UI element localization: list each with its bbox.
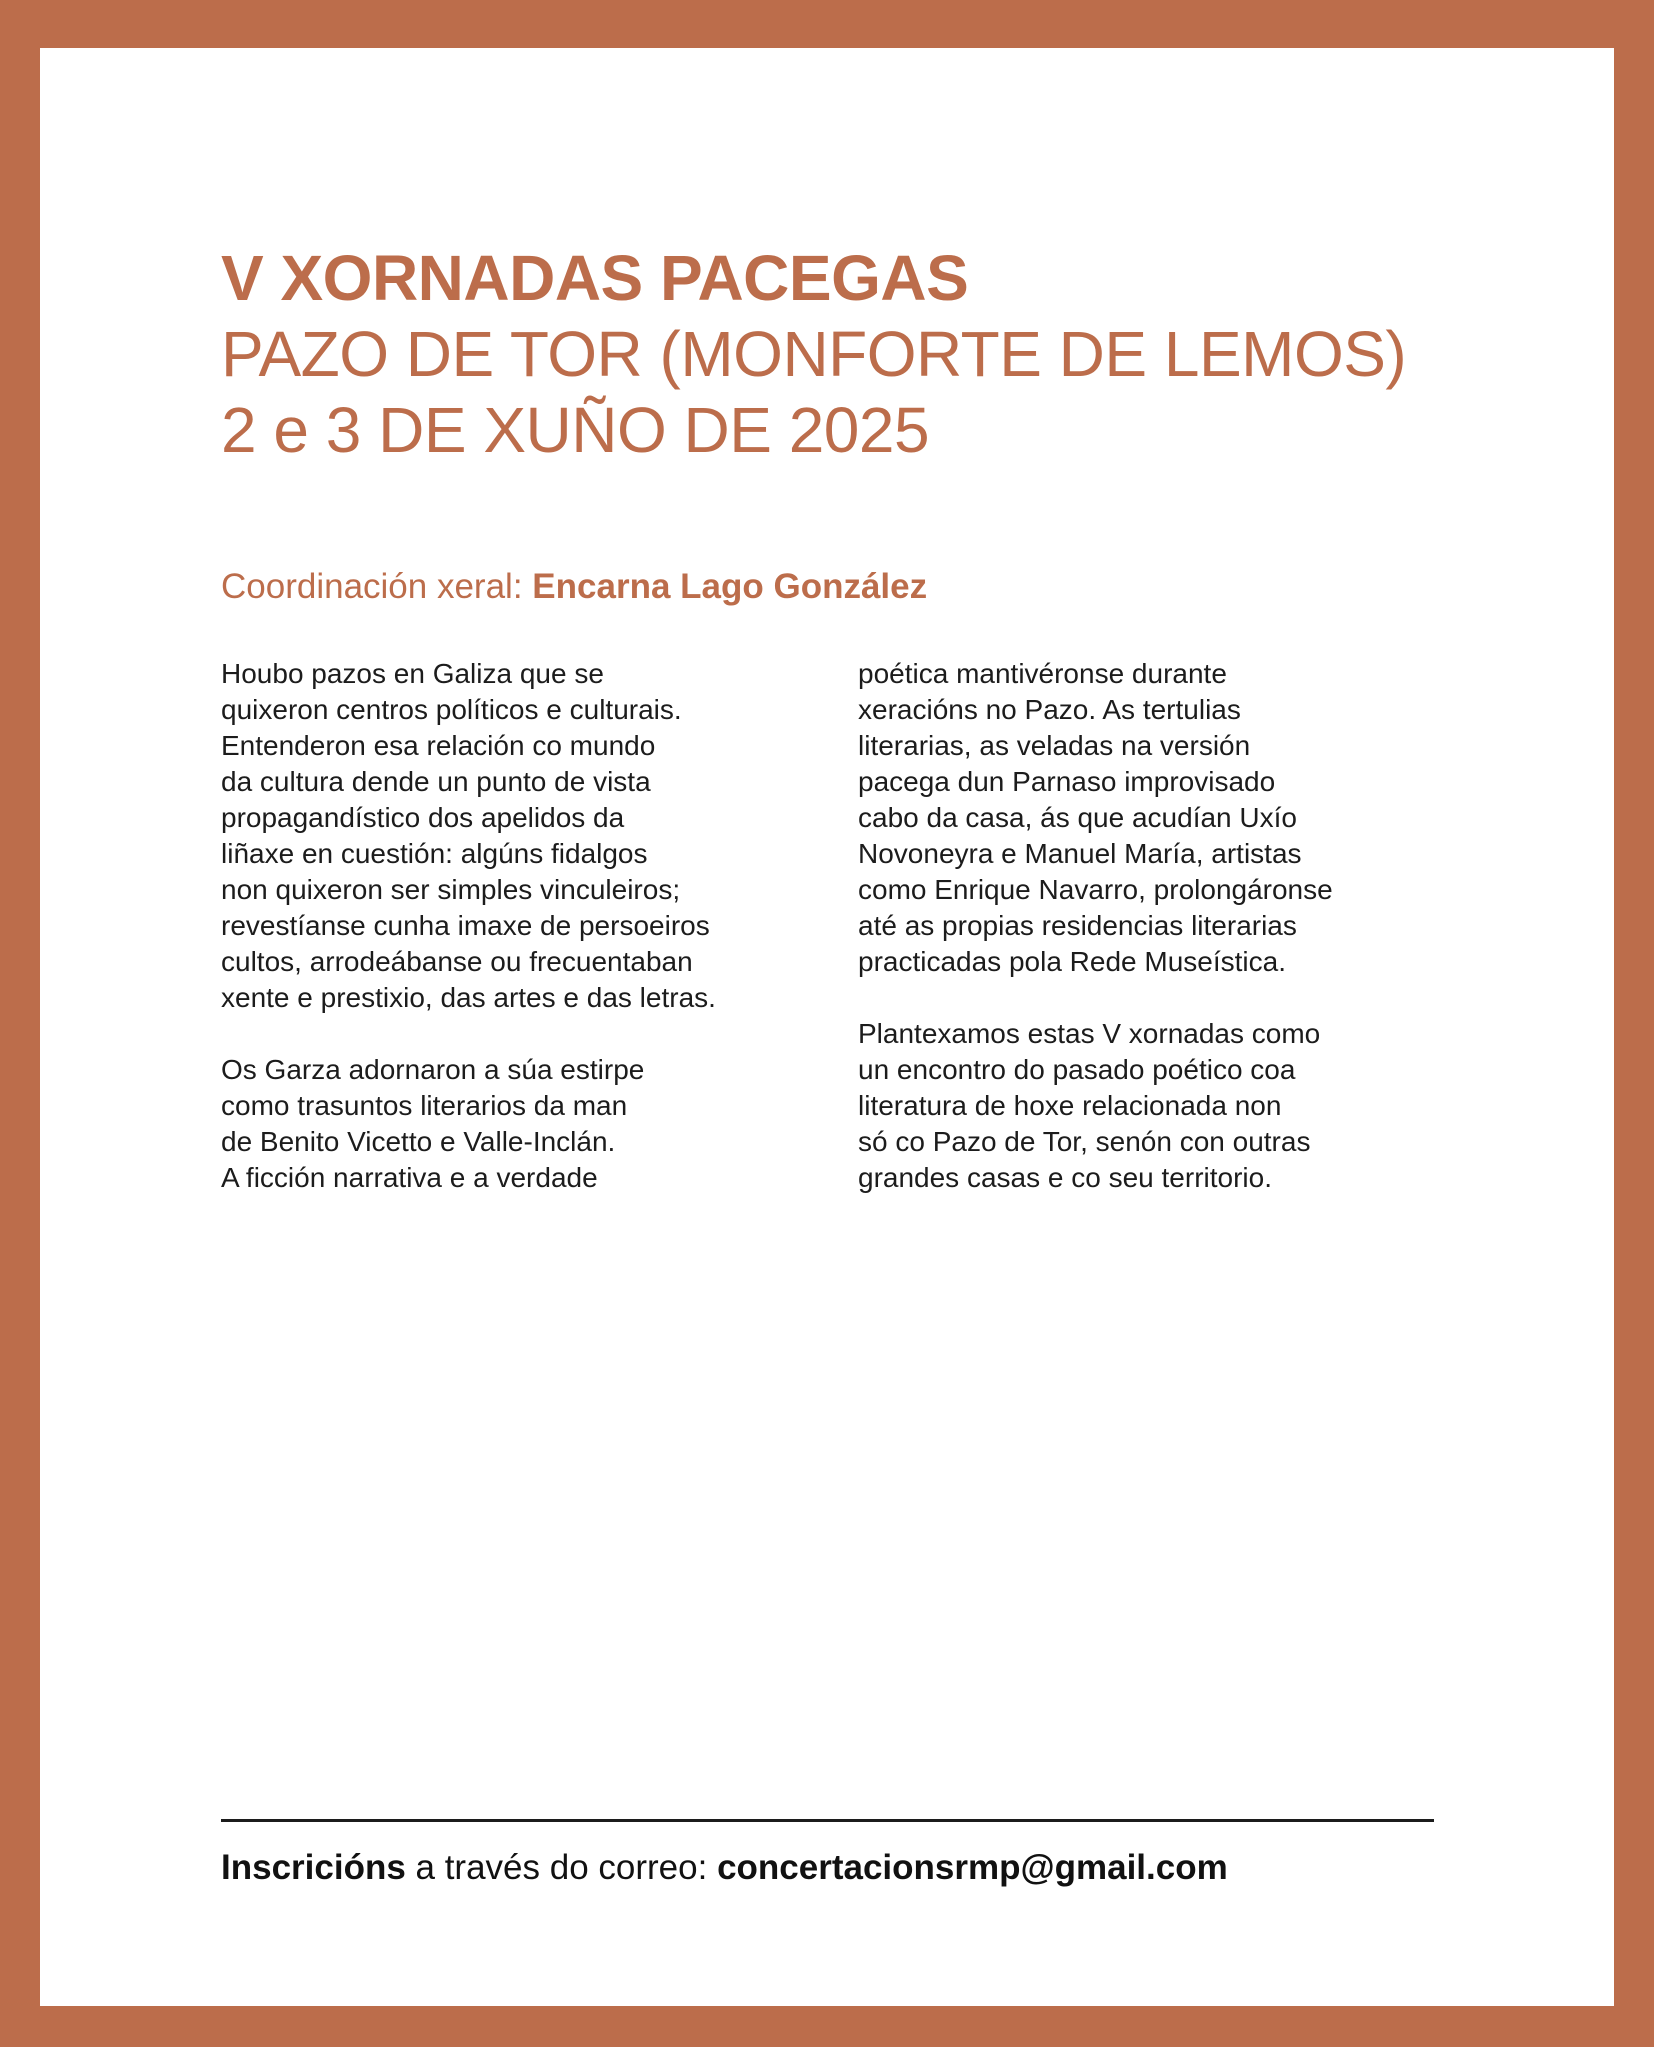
text-line: un encontro do pasado poético coa xyxy=(858,1054,1296,1085)
page-title: V XORNADAS PACEGAS xyxy=(221,242,969,314)
paragraph xyxy=(221,656,716,1016)
footer-divider xyxy=(221,1819,1434,1822)
text-line: poética mantivéronse durante xyxy=(858,658,1227,689)
text-line: non quixeron ser simples vinculeiros; xyxy=(221,874,681,905)
text-line: quixeron centros políticos e culturais. xyxy=(221,694,682,725)
text-line: grandes casas e co seu territorio. xyxy=(858,1162,1272,1193)
text-line: propagandístico dos apelidos da xyxy=(221,802,625,833)
coordination-label: Coordinación xeral: xyxy=(221,567,523,606)
text-line: xente e prestixio, das artes e das letras. xyxy=(221,982,716,1013)
header xyxy=(221,240,1521,468)
text-line: A ficción narrativa e a verdade xyxy=(221,1162,598,1193)
registration-email[interactable]: concertacionsrmp@gmail.com xyxy=(717,1848,1228,1887)
coordination-line xyxy=(221,564,927,610)
text-column-left xyxy=(221,656,716,1232)
registration-label: Inscricións xyxy=(221,1848,406,1887)
text-line: como trasuntos literarios da man xyxy=(221,1090,628,1121)
text-line: só co Pazo de Tor, senón con outras xyxy=(858,1126,1311,1157)
text-line: literatura de hoxe relacionada non xyxy=(858,1090,1282,1121)
text-line: liñaxe en cuestión: algúns fidalgos xyxy=(221,838,648,869)
text-line: xeracións no Pazo. As tertulias xyxy=(858,694,1241,725)
document-page xyxy=(40,48,1614,2006)
text-line: cabo da casa, ás que acudían Uxío xyxy=(858,802,1297,833)
event-dates: 2 e 3 DE XUÑO DE 2025 xyxy=(221,394,930,466)
text-line: Entenderon esa relación co mundo xyxy=(221,730,656,761)
paragraph xyxy=(221,1052,716,1196)
text-column-right xyxy=(858,656,1333,1232)
text-line: como Enrique Navarro, prolongáronse xyxy=(858,874,1333,905)
paragraph xyxy=(858,656,1333,980)
coordinator-name: Encarna Lago González xyxy=(532,567,928,606)
text-line: literarias, as veladas na versión xyxy=(858,730,1251,761)
text-line: Os Garza adornaron a súa estirpe xyxy=(221,1054,645,1085)
text-line: pacega dun Parnaso improvisado xyxy=(858,766,1276,797)
text-line: Houbo pazos en Galiza que se xyxy=(221,658,604,689)
registration-footer xyxy=(221,1845,1228,1891)
text-line: cultos, arrodeábanse ou frecuentaban xyxy=(221,946,693,977)
text-line: de Benito Vicetto e Valle-Inclán. xyxy=(221,1126,616,1157)
text-line: até as propias residencias literarias xyxy=(858,910,1297,941)
registration-text: a través do correo: xyxy=(405,1848,718,1887)
event-location: PAZO DE TOR (MONFORTE DE LEMOS) xyxy=(221,318,1407,390)
paragraph xyxy=(858,1016,1333,1196)
text-line: revestíanse cunha imaxe de persoeiros xyxy=(221,910,710,941)
text-line: practicadas pola Rede Museística. xyxy=(858,946,1286,977)
text-line: Plantexamos estas V xornadas como xyxy=(858,1018,1321,1049)
text-line: da cultura dende un punto de vista xyxy=(221,766,651,797)
text-line: Novoneyra e Manuel María, artistas xyxy=(858,838,1302,869)
